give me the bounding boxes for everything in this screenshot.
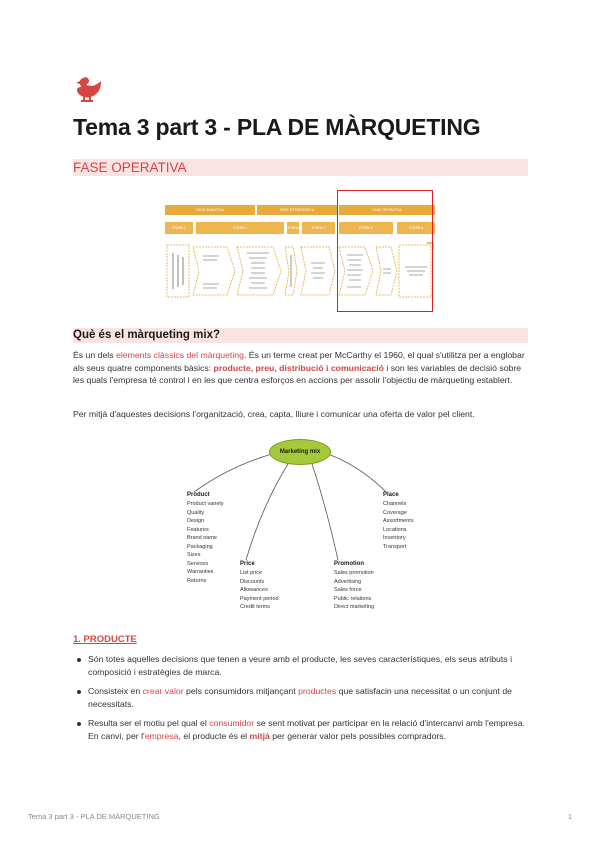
bullet-2-highlight-products: productes <box>298 685 337 696</box>
figure-phase-operative: FASE OPERATIVA <box>339 205 435 215</box>
list-item: Transport <box>383 543 407 550</box>
list-item: Payment period <box>240 595 279 602</box>
bullet-3-highlight-company: empresa <box>144 730 179 741</box>
bullet-2-text-a: Consisteix en <box>88 685 143 696</box>
figure-step-6: ETAPA 6 <box>397 222 435 234</box>
marketing-mix-mind-map <box>180 436 420 616</box>
duck-logo-icon <box>74 76 102 102</box>
list-item: Quality <box>187 509 205 516</box>
list-item: Advertising <box>334 578 362 585</box>
figure-step-5: ETAPA 5 <box>339 222 393 234</box>
figure-step-2: ETAPA 2 <box>196 222 284 234</box>
list-item: Packaging <box>187 543 213 550</box>
bullet-1-text: Són totes aquelles decisions que tenen a veure amb el producte, les seves característiques, els seus atributs i composició i estratègies de marca. <box>88 654 512 677</box>
bullet-2-text-b: pels consumidors mitjançant <box>183 685 299 696</box>
bullet-3-text-d: per generar valor pels possibles compradors. <box>269 730 447 741</box>
footer-page-number: 1 <box>567 812 572 821</box>
bullet-3-text-b: se sent motivat per participar en la relació d'intercanvi amb l'empresa. En canvi, per l' <box>88 717 525 741</box>
figure-phase-analytic: FASE ANALÍTICA <box>165 205 255 215</box>
list-item: Discounts <box>240 578 265 585</box>
list-item: Returns <box>187 577 207 584</box>
section-1-heading: 1. PRODUCTE <box>73 634 137 645</box>
list-item: Services <box>187 560 209 567</box>
operative-phase-highlight-box <box>337 190 433 312</box>
list-item: Sales promotion <box>334 570 374 576</box>
bullet-3-text-c: , el producte és el <box>178 730 250 741</box>
list-item: Locations <box>383 526 407 533</box>
figure-step-3: ETAPA 3 <box>287 222 299 234</box>
list-item: Sizes <box>187 552 201 558</box>
list-item: Sales force <box>334 587 362 593</box>
list-item: Allowances <box>240 587 268 593</box>
mind-map-center-node: Marketing mix <box>269 439 331 465</box>
list-item <box>73 685 531 710</box>
list-item: Direct marketing <box>334 604 375 610</box>
list-item: Coverage <box>383 509 407 516</box>
mind-map-price-list <box>240 569 279 612</box>
list-item: Warranties <box>187 569 214 575</box>
figure-step-4: ETAPA 4 <box>302 222 335 234</box>
list-item: Design <box>187 518 205 524</box>
bullet-2-highlight-create-value: crear valor <box>142 685 184 696</box>
mind-map-product-list <box>187 500 224 585</box>
footer-document-title: Tema 3 part 3 - PLA DE MÀRQUETING <box>28 812 160 821</box>
mind-map-promotion-list <box>334 569 374 612</box>
section-heading: FASE OPERATIVA <box>73 160 187 175</box>
list-item <box>73 717 531 742</box>
intro-text-b: . És un terme creat per McCarthy el 1960, el qual s'utilitza per a englobar als seus quatre components bàsics: <box>73 350 525 373</box>
list-item: Brand name <box>187 535 217 541</box>
list-item: Public relations <box>334 595 372 602</box>
marketing-mix-subheading: Què és el màrqueting mix? <box>73 329 220 341</box>
bullet-3-highlight-consumer: consumidor <box>209 717 255 728</box>
list-item: Assortments <box>383 518 414 524</box>
bullet-2-text-c: que satisfacin una necessitat o un conjunt de necessitats. <box>88 685 513 709</box>
list-item: Features <box>187 526 209 533</box>
mind-map-promotion-title: Promotion <box>334 561 364 567</box>
intro-text-c: i son les variables de decisió sobre les quals l'empresa té control i en les que centra esforços en accions per assolir l'objectiu de màrqueting establert. <box>73 362 522 385</box>
intro-highlight-classic-elements: elements clàssics del màrqueting <box>115 350 244 360</box>
figure-step-1: ETAPA 1 <box>165 222 193 234</box>
section-1-bullet-list <box>73 653 531 749</box>
intro-text-a: És un dels <box>73 350 116 360</box>
figure-phase-strategic: FASE ESTRATÈGICA <box>257 205 337 215</box>
page-title: Tema 3 part 3 - PLA DE MÀRQUETING <box>73 114 481 140</box>
list-item: List price <box>240 570 263 576</box>
intro-highlight-four-components: producte, preu, distribució i comunicació <box>213 362 384 373</box>
subheading-bar <box>73 328 528 343</box>
list-item: Product variety <box>187 501 224 507</box>
bullet-3-highlight-means: mitjà <box>249 730 270 741</box>
mind-map-price-title: Price <box>240 561 255 567</box>
mind-map-place-title: Place <box>383 492 399 498</box>
intro-paragraph-2: Per mitjà d'aquestes decisions l'organització, crea, capta, lliure i comunicar una oferta de valor pel client. <box>73 409 475 419</box>
intro-paragraph-1 <box>73 349 531 387</box>
list-item <box>73 653 531 678</box>
list-item: Credit terms <box>240 604 270 610</box>
mind-map-place-list <box>383 500 414 551</box>
bullet-3-text-a: Resulta ser el motiu pel qual el <box>88 717 210 728</box>
list-item: Inventory <box>383 535 406 541</box>
list-item: Channels <box>383 501 407 507</box>
section-heading-bar <box>73 159 528 176</box>
mind-map-product-title: Product <box>187 492 210 498</box>
